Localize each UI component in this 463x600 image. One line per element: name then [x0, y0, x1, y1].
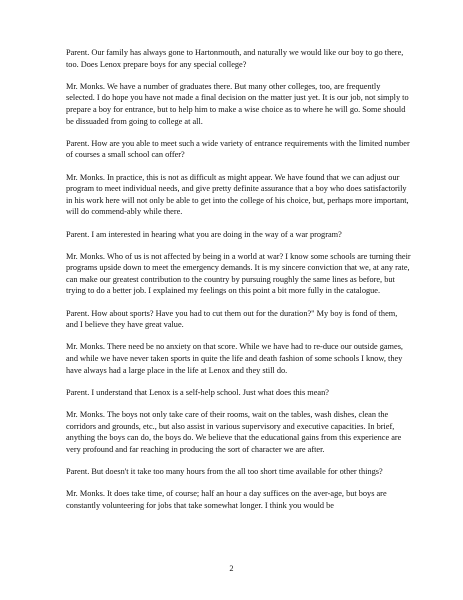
- paragraph-monks-time: Mr. Monks. It does take time, of course; half an hour a day suffices on the aver-age, but boys are constantly volunteering for jobs that take somewhat longer. I think you would be: [66, 489, 387, 510]
- paragraph-parent-entrance-requirements: Parent. How are you able to meet such a wide variety of entrance requirements with the limited number of courses a small school can offer?: [66, 138, 410, 160]
- paragraph-parent-time: Parent. But doesn't it take too many hours from the all too short time available for other things?: [66, 466, 383, 476]
- paragraph-parent-self-help: Parent. I understand that Lenox is a self-help school. Just what does this mean?: [66, 387, 329, 397]
- paragraph-monks-adjust-program: Mr. Monks. In practice, this is not as difficult as might appear. We have found that we can adjust our program to meet individual needs, and give pretty definite assurance that a boy who does satisfactorily in his work here will not only be able to get into the college of his choice, but, perhaps more important, will do commend-ably while there.: [66, 172, 409, 217]
- paragraph-parent-college-question: Parent. Our family has always gone to Hartonmouth, and naturally we would like our boy to go there, too. Does Lenox prepare boys for any special college?: [66, 48, 404, 69]
- paragraph-monks-world-at-war: Mr. Monks. Who of us is not affected by being in a world at war? I know some schools are turning their programs upside down to meet the emergency demands. It is my sincere conviction that we, at any rate, can make our greatest contribution to the country by pursuing roughly the same lines as before, but trying to do a better job. I explained my feelings on this point a bit more fully in the catalogue.: [66, 251, 411, 296]
- paragraph-monks-graduates: Mr. Monks. We have a number of graduates there. But many other colleges, too, are frequently selected. I do hope you have not made a final decision on the matter just yet. It is our job, not simply to prepare a boy for entrance, but to help him to make a wise choice as to where he will go. Some should be dissuaded from going to college at all.: [66, 81, 409, 126]
- paragraph-parent-war-program: Parent. I am interested in hearing what you are doing in the way of a war program?: [66, 229, 342, 239]
- document-body: [66, 47, 411, 511]
- paragraph-monks-self-help: Mr. Monks. The boys not only take care of their rooms, wait on the tables, wash dishes, clean the corridors and grounds, etc., but also assist in various supervisory and executive capacities. In brief, anything the boys can do, the boys do. We believe that the educational gains from this experience are very profound and far reaching in producing the sort of character we are after.: [66, 410, 402, 454]
- paragraph-monks-sports: Mr. Monks. There need be no anxiety on that score. While we have had to re-duce our outside games, and while we have never taken sports in quite the life and death fashion of some schools I know, they have always had a large place in the life at Lenox and they still do.: [66, 342, 403, 375]
- paragraph-parent-sports: Parent. How about sports? Have you had to cut them out for the duration?" My boy is fond of them, and I believe they have great value.: [66, 308, 398, 330]
- page-number: 2: [229, 564, 234, 573]
